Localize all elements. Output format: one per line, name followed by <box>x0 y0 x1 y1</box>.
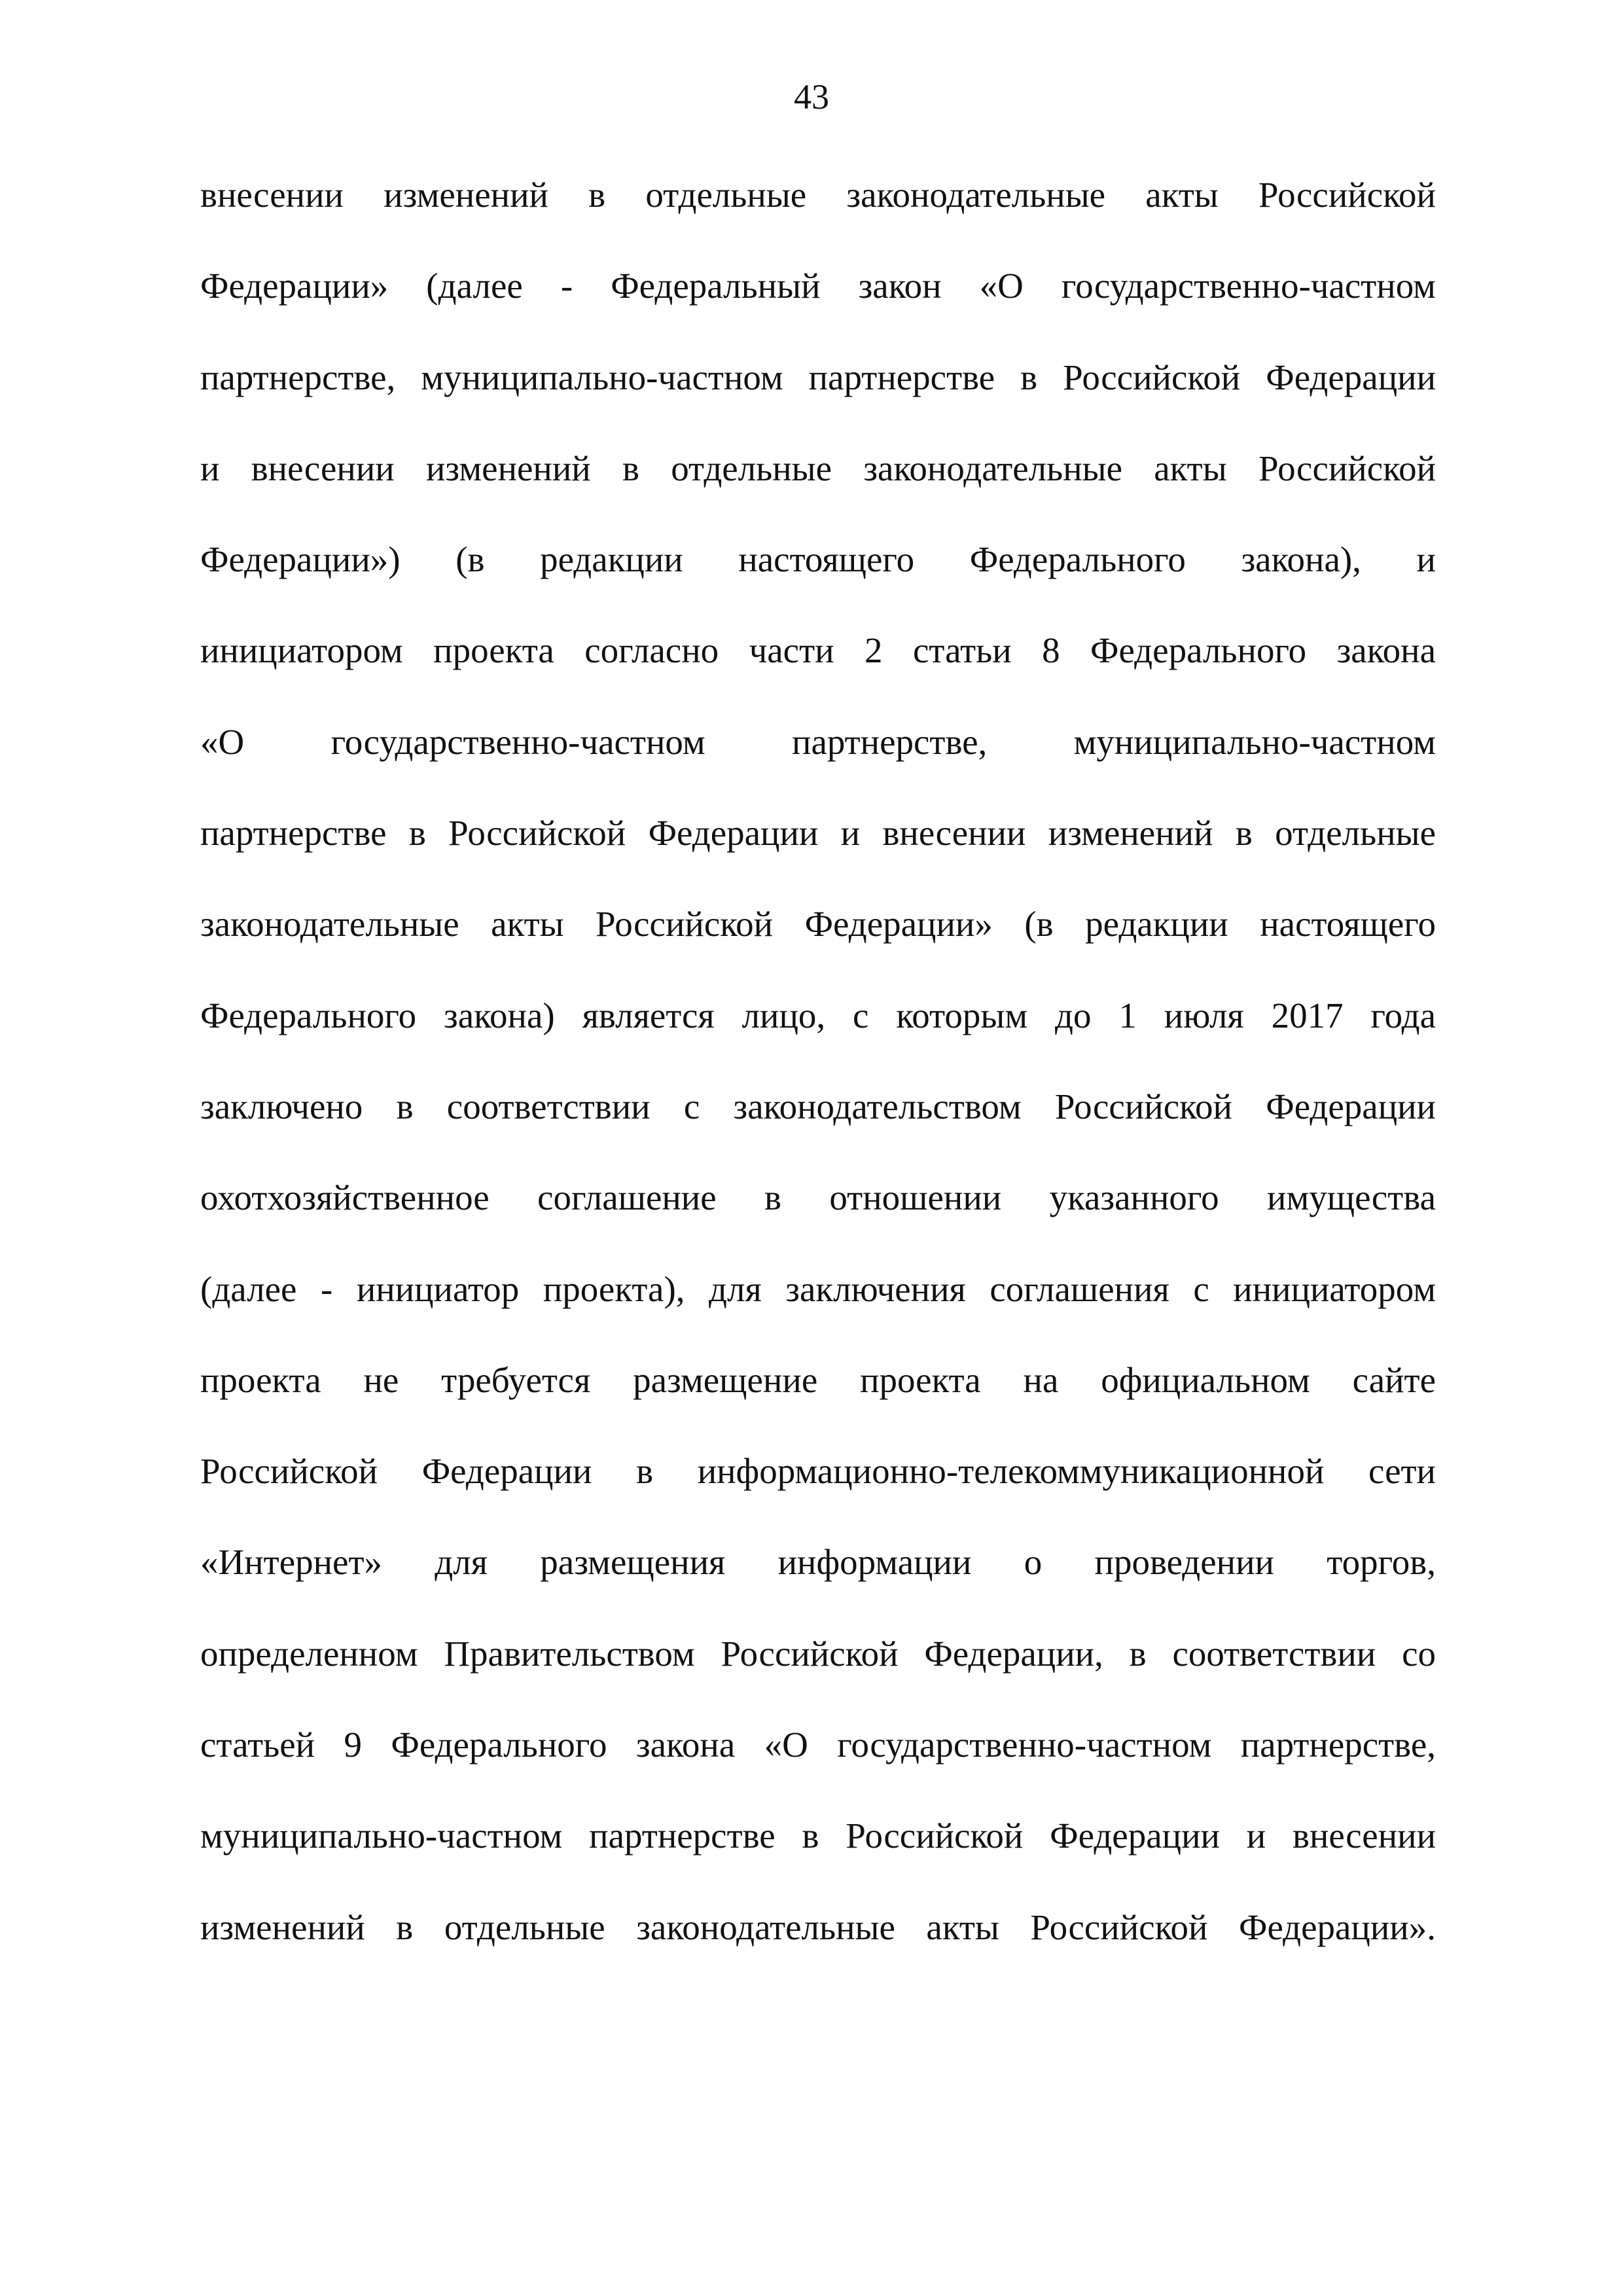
text-line: инициатором проекта согласно части 2 статьи 8 Федерального закона <box>200 630 1436 671</box>
text-line: проекта не требуется размещение проекта на официальном сайте <box>200 1359 1436 1400</box>
text-line: «О государственно-частном партнерстве, муниципально-частном <box>200 721 1436 762</box>
page-number: 43 <box>794 77 829 117</box>
text-line: Российской Федерации в информационно-телекоммуникационной сети <box>200 1451 1436 1492</box>
text-line: Федерального закона) является лицо, с которым до 1 июля 2017 года <box>200 995 1436 1035</box>
text-line: партнерстве, муниципально-частном партнерстве в Российской Федерации <box>200 357 1436 397</box>
text-line: муниципально-частном партнерстве в Российской Федерации и внесении <box>200 1816 1436 1856</box>
text-line: Федерации») (в редакции настоящего Федерального закона), и <box>200 539 1436 580</box>
text-line: партнерстве в Российской Федерации и внесении изменений в отдельные <box>200 813 1436 853</box>
text-line: и внесении изменений в отдельные законодательные акты Российской <box>200 448 1436 488</box>
text-line: охотхозяйственное соглашение в отношении указанного имущества <box>200 1177 1436 1218</box>
text-line: определенном Правительством Российской Федерации, в соответствии со <box>200 1633 1436 1674</box>
text-line: (далее - инициатор проекта), для заключения соглашения с инициатором <box>200 1268 1436 1309</box>
body-paragraph <box>200 149 1436 1973</box>
text-line: изменений в отдельные законодательные акты Российской Федерации». <box>200 1907 1436 1947</box>
text-line: статьей 9 Федерального закона «О государственно-частном партнерстве, <box>200 1725 1436 1765</box>
text-line: Федерации» (далее - Федеральный закон «О государственно-частном <box>200 266 1436 306</box>
text-line: законодательные акты Российской Федерации» (в редакции настоящего <box>200 904 1436 944</box>
text-line: внесении изменений в отдельные законодательные акты Российской <box>200 175 1436 215</box>
text-line: заключено в соответствии с законодательством Российской Федерации <box>200 1086 1436 1126</box>
text-line: «Интернет» для размещения информации о проведении торгов, <box>200 1542 1436 1583</box>
